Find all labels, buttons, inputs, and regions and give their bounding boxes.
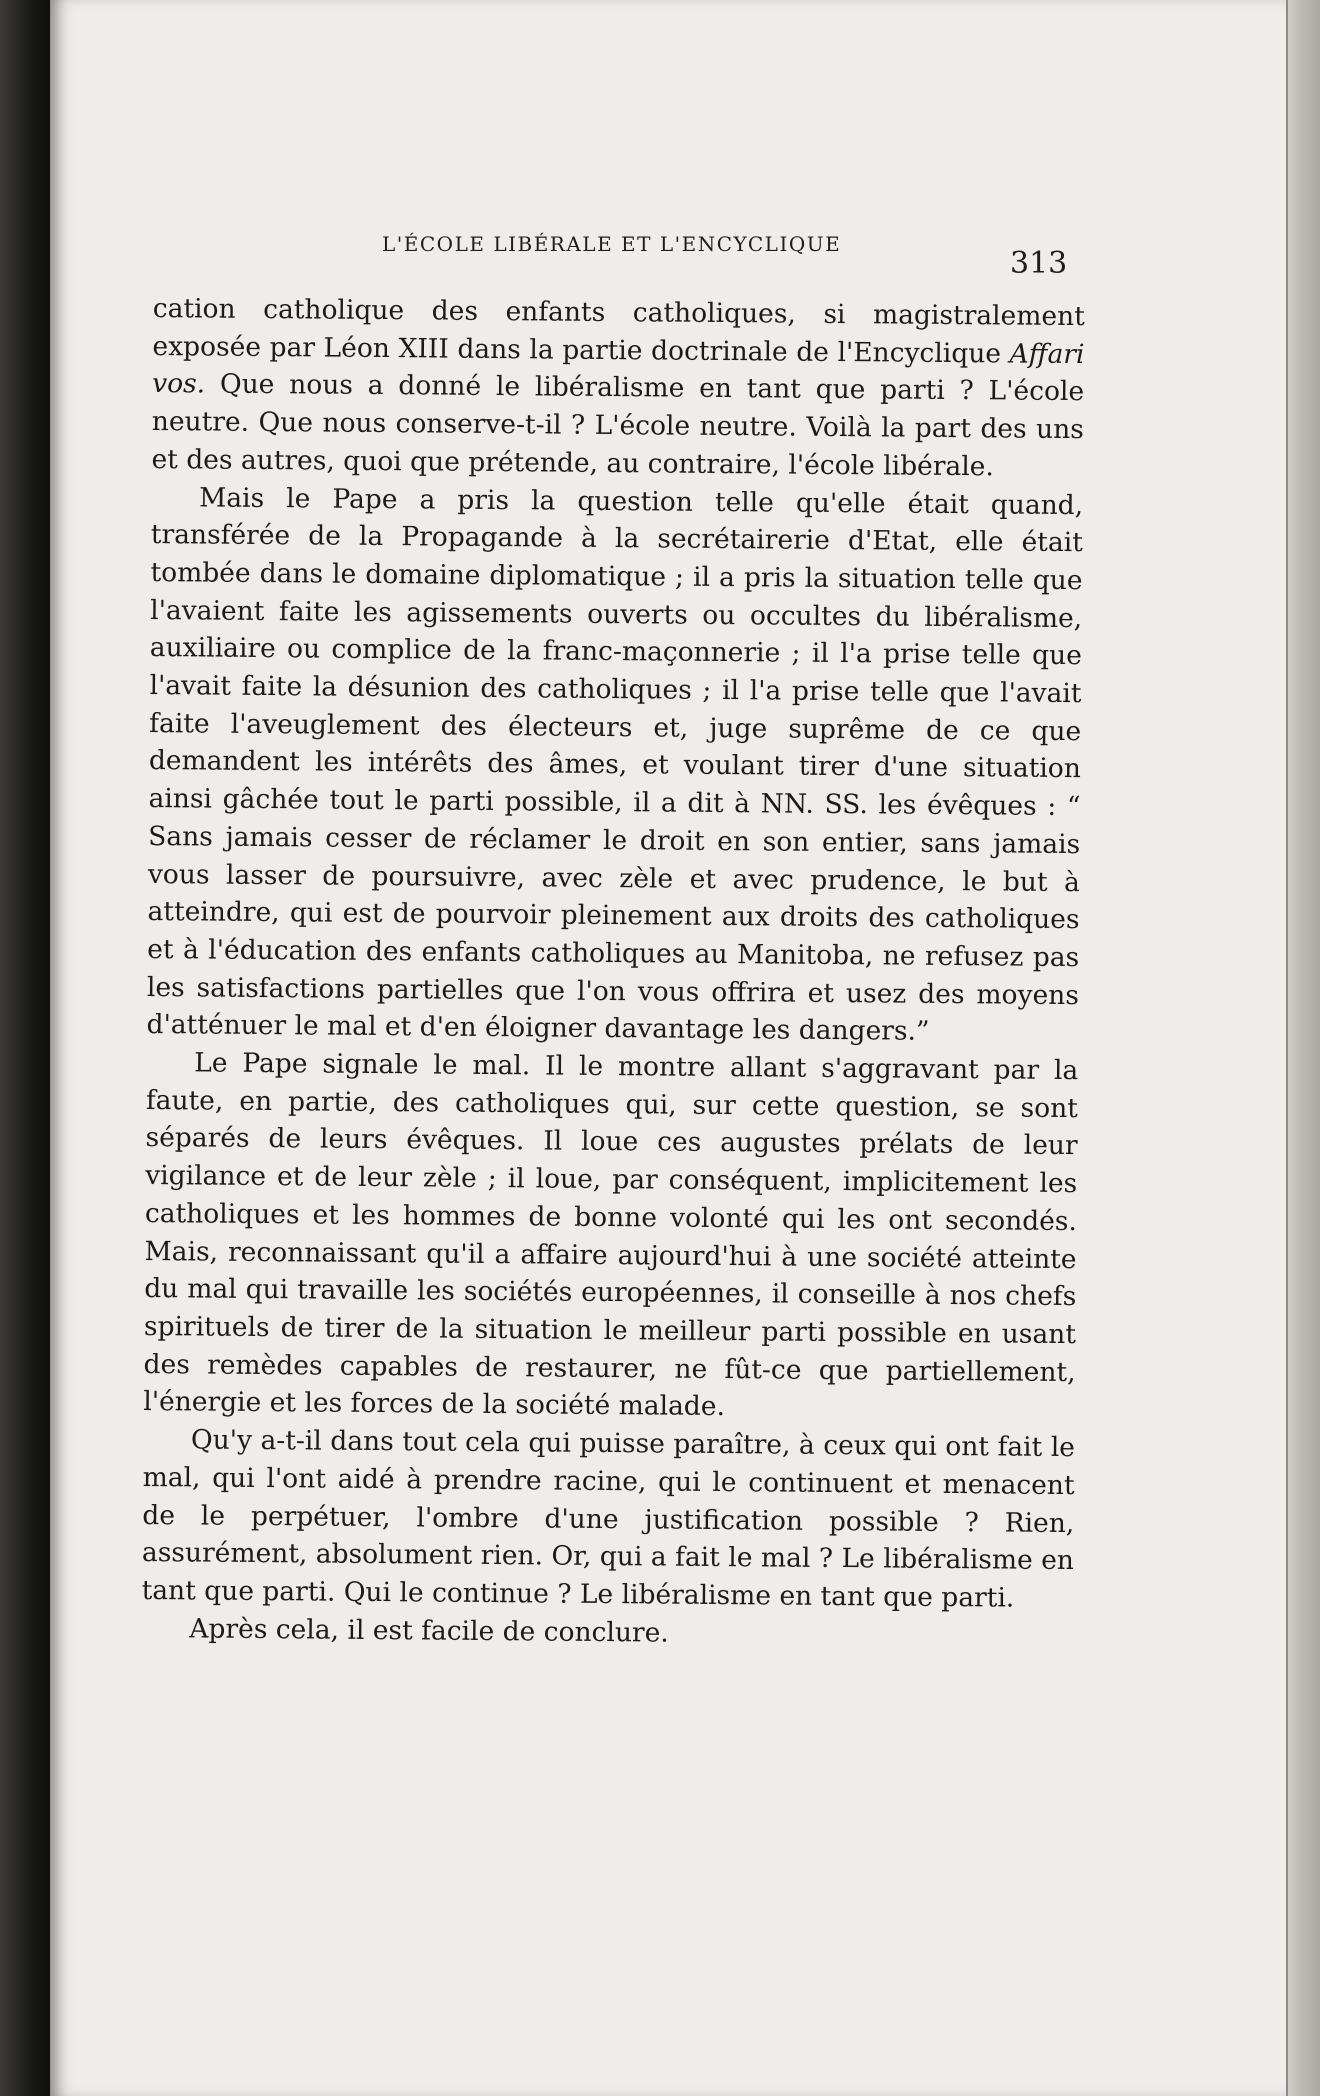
paragraph-1 [151,290,1085,487]
paragraph-3: Le Pape signale le mal. Il le montre allant s'aggravant par la faute, en partie, des catholiques qui, sur cette question, se sont séparés de leurs évêques. Il loue ces augustes prélats de leur vigilance et de leur zèle ; il loue, par conséquent, implicitement les catholiques et les hommes de bonne volonté qui les ont secondés. Mais, reconnaissant qu'il a affaire aujourd'hui à une société atteinte du mal qui travaille les sociétés européennes, il conseille à nos chefs spirituels de tirer de la situation le meilleur parti possible en usant des remèdes capables de restaurer, ne fût-ce que partiellement, l'énergie et les forces de la société malade. [143,1047,1079,1423]
page-number: 313 [1010,246,1068,281]
book-binding-edge [0,0,50,2096]
paragraph-4: Qu'y a-t-il dans tout cela qui puisse paraître, à ceux qui ont fait le mal, qui l'ont aidé à prendre racine, qui le continuent et menacent de le perpétuer, l'ombre d'une justification possible ? Rien, assurément, absolument rien. Or, qui a fait le mal ? Le libéralisme en tant que parti. Qui le continue ? Le libéralisme en tant que parti. [141,1424,1076,1614]
body-text [141,290,1085,1655]
paragraph-1-part-2: Que nous a donné le libéralisme en tant que parti ? L'école neutre. Que nous conserve-t-il ? L'école neutre. Voilà la part des uns et des autres, quoi que prétende, au contraire, l'école libérale. [151,368,1085,483]
paragraph-2: Mais le Pape a pris la question telle qu'elle était quand, transférée de la Propagande à la secrétairerie d'Etat, elle était tombée dans le domaine diplomatique ; il a pris la situation telle que l'avaient faite les agissements ouverts ou occultes du libéralisme, auxiliaire ou complice de la franc-maçonnerie ; il l'a prise telle que l'avait faite la désunion des catholiques ; il l'a prise telle que l'avait faite l'aveuglement des électeurs et, juge suprême de ce que demandent les intérêts des âmes, et voulant tirer d'une situation ainsi gâchée tout le parti possible, il a dit à NN. SS. les évêques : “ Sans jamais cesser de réclamer le droit en son entier, sans jamais vous lasser de poursuivre, avec zèle et avec prudence, le but à atteindre, qui est de pourvoir pleinement aux droits des catholiques et à l'éducation des enfants catholiques au Manitoba, ne refusez pas les satisfactions partielles que l'on vous offrira et usez des moyens d'atténuer le mal et d'en éloigner davantage les dangers.” [146,481,1084,1048]
paragraph-5: Après cela, il est facile de conclure. [189,1612,669,1649]
page-stack-edge [1286,0,1320,2096]
running-title: L'ÉCOLE LIBÉRALE ET L'ENCYCLIQUE [382,232,842,256]
paragraph-1-part-1: cation catholique des enfants catholiques, si magistralement exposée par Léon XIII dans la partie doctrinale de l'Encyclique [152,292,1085,370]
encyclical-title: Affari vos. [152,338,1085,400]
